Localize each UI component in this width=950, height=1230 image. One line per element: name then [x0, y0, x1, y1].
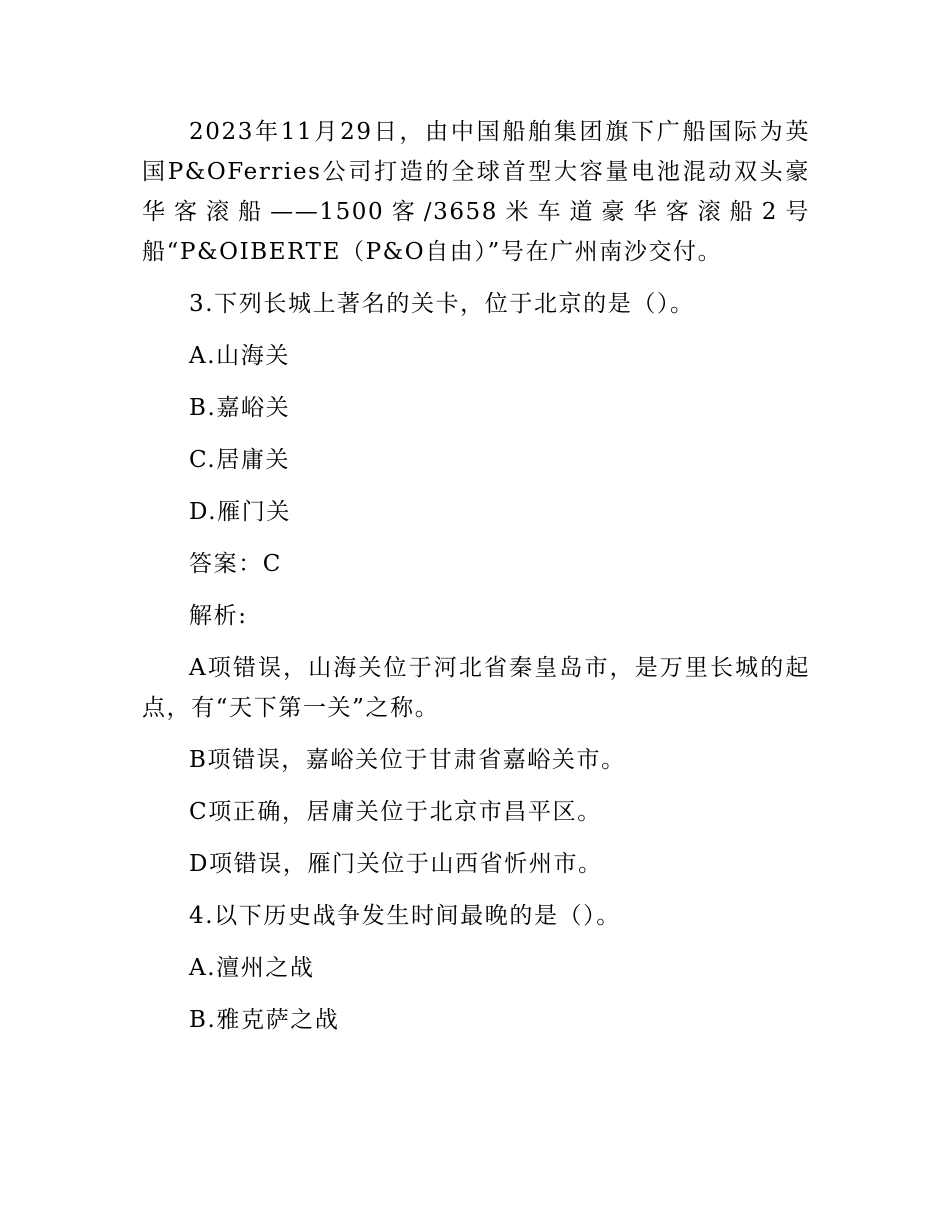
question-3-option-b: B.嘉峪关: [189, 395, 291, 421]
question-4: 4.以下历史战争发生时间最晚的是（）。: [189, 903, 621, 929]
question-3-option-d: D.雁门关: [189, 499, 291, 525]
question-3-option-a: A.山海关: [189, 343, 290, 369]
question-3-option-c: C.居庸关: [189, 447, 291, 473]
analysis-label: 解析:: [189, 603, 248, 629]
question-3: 3.下列长城上著名的关卡，位于北京的是（）。: [189, 291, 695, 317]
question-4-option-b: B.雅克萨之战: [189, 1007, 340, 1033]
question-4-option-a: A.澶州之战: [189, 955, 315, 981]
question-3-answer: 答案：C: [189, 551, 282, 577]
analysis-option-c: C项正确，居庸关位于北京市昌平区。: [189, 799, 602, 825]
analysis-option-a: A项错误，山海关位于河北省秦皇岛市，是万里长城的起点，有“天下第一关”之称。: [142, 655, 810, 721]
analysis-option-d: D项错误，雁门关位于山西省忻州市。: [189, 851, 603, 877]
intro-paragraph: 2023年11月29日，由中国船舶集团旗下广船国际为英国P&OFerries公司打造的全球首型大容量电池混动双头豪华客滚船——1500客/3658米车道豪华客滚船2号船“P&OIBERTE（P&O自由）”号在广州南沙交付。: [142, 119, 810, 265]
document-content: [142, 112, 810, 1040]
analysis-option-b: B项错误，嘉峪关位于甘肃省嘉峪关市。: [189, 747, 626, 773]
